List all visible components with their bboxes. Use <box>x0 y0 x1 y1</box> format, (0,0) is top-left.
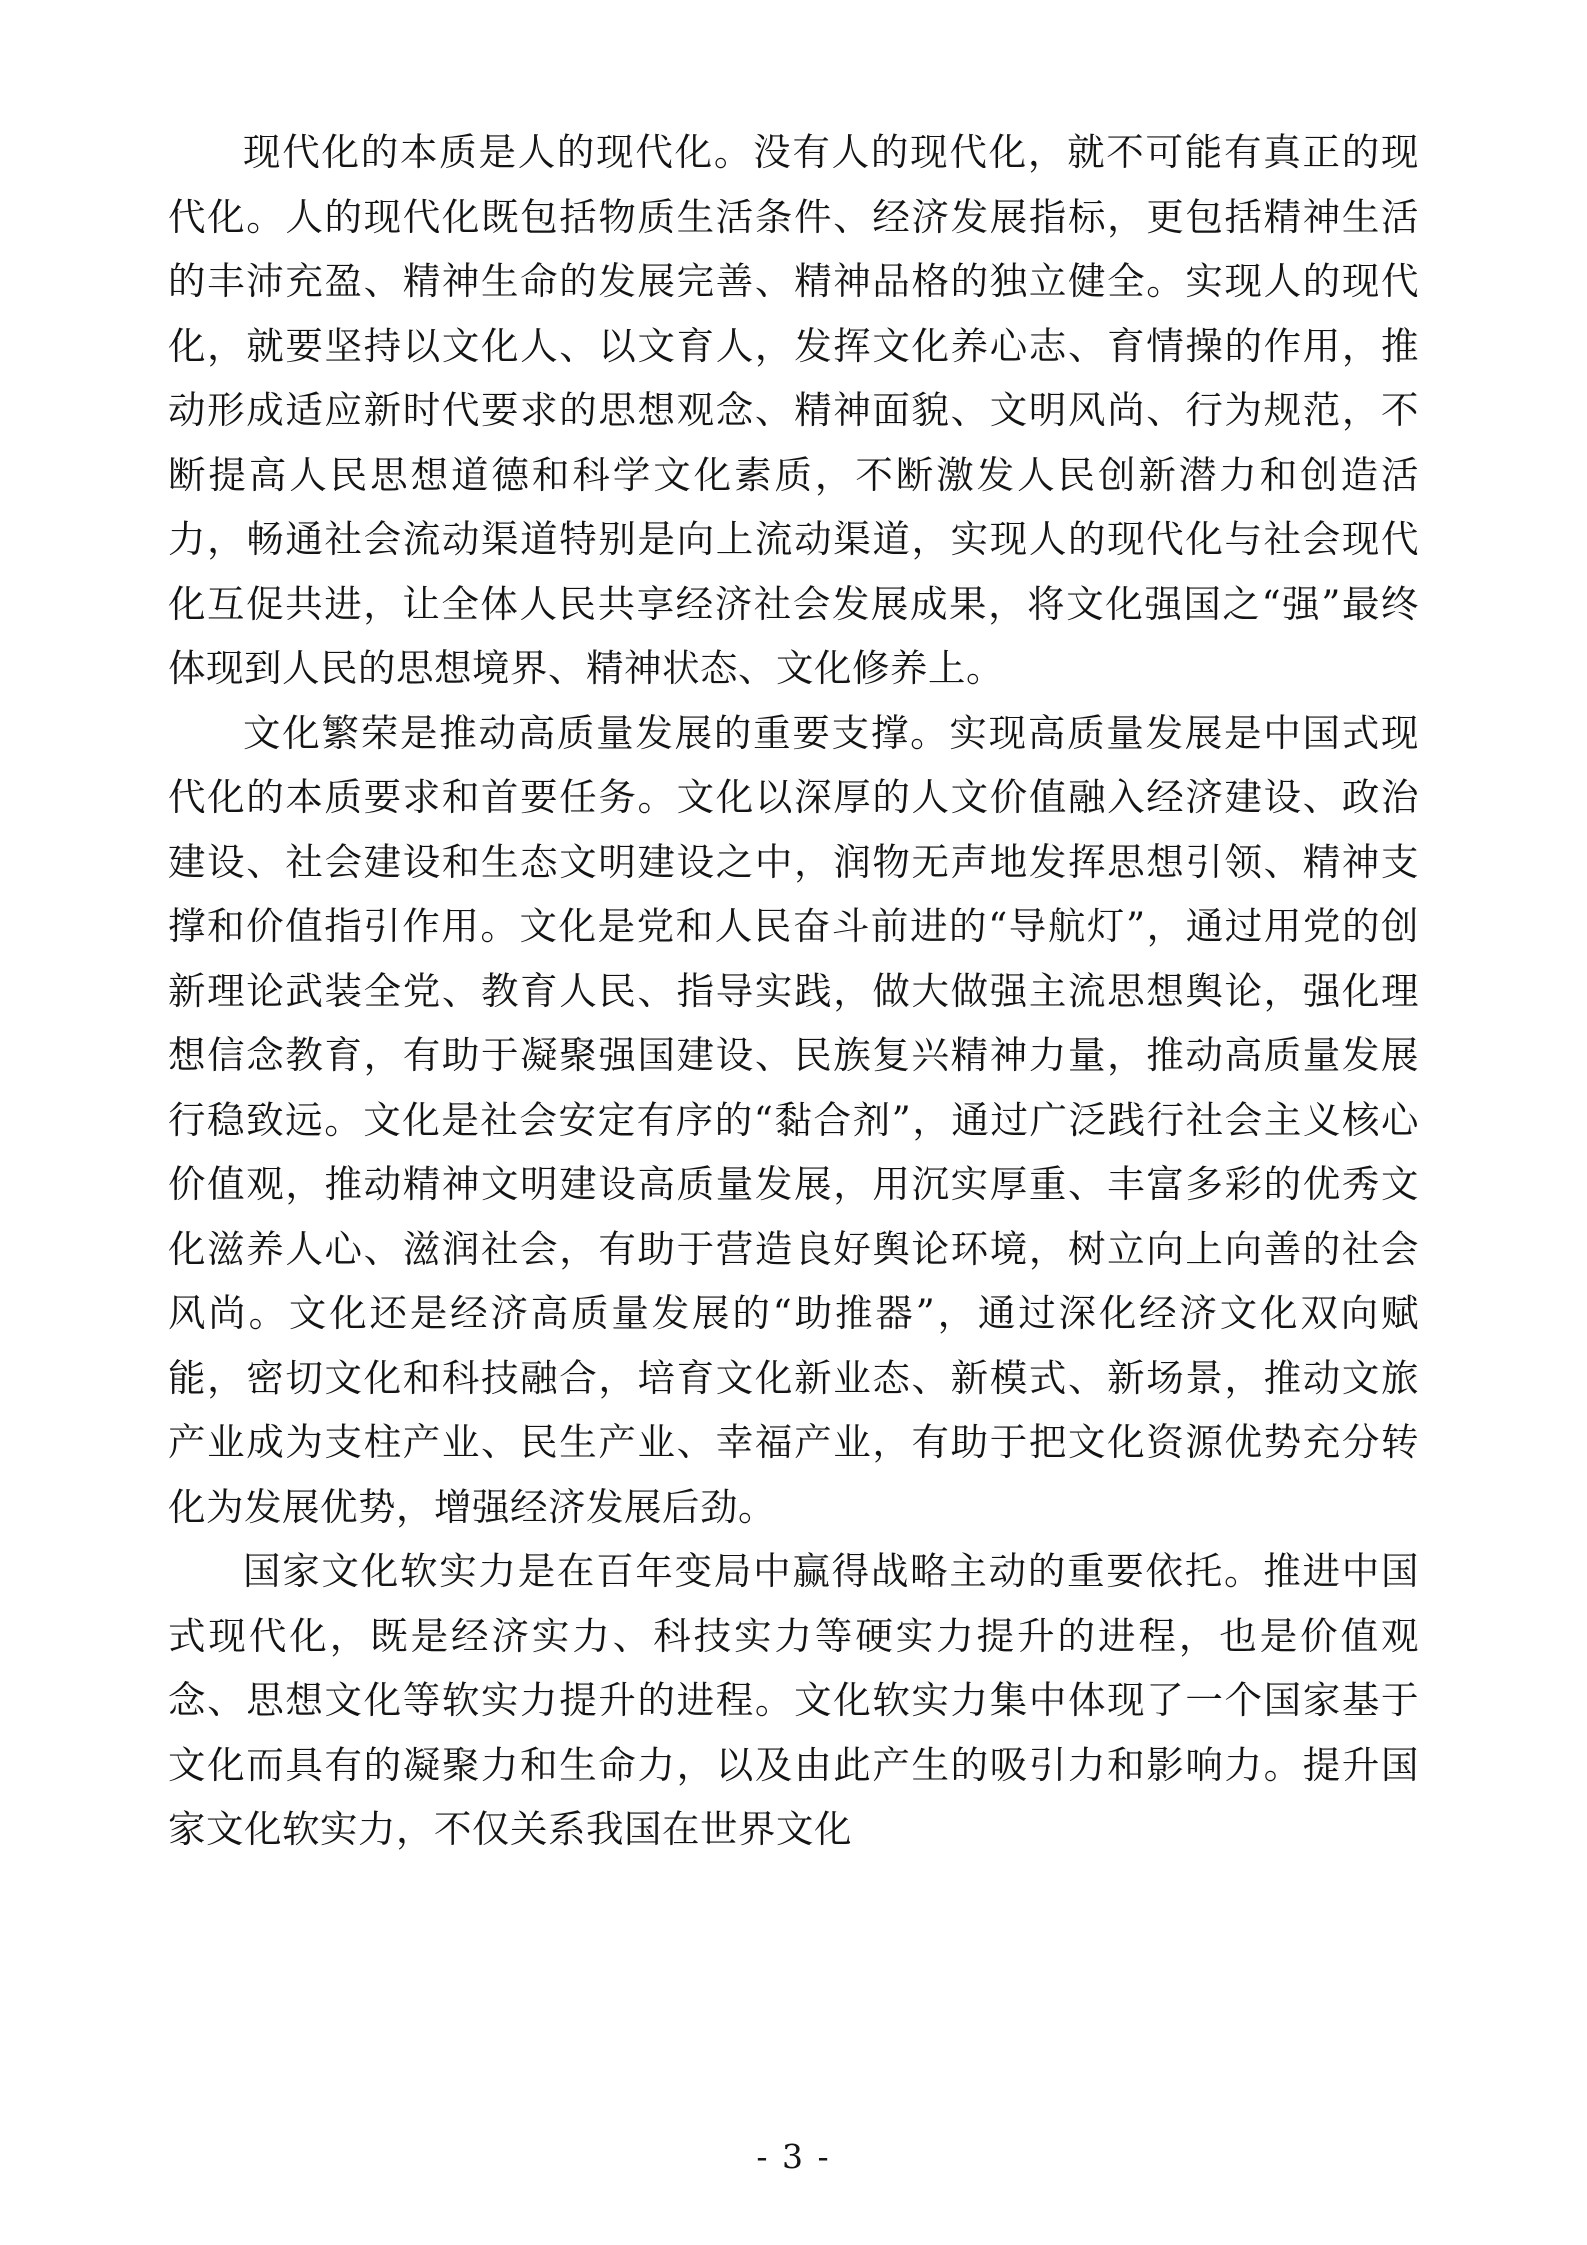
paragraph: 文化繁荣是推动高质量发展的重要支撑。实现高质量发展是中国式现代化的本质要求和首要任务。文化以深厚的人文价值融入经济建设、政治建设、社会建设和生态文明建设之中，润物无声地发挥思想引领、精神支撑和价值指引作用。文化是党和人民奋斗前进的“导航灯”，通过用党的创新理论武装全党、教育人民、指导实践，做大做强主流思想舆论，强化理想信念教育，有助于凝聚强国建设、民族复兴精神力量，推动高质量发展行稳致远。文化是社会安定有序的“黏合剂”，通过广泛践行社会主义核心价值观，推动精神文明建设高质量发展，用沉实厚重、丰富多彩的优秀文化滋养人心、滋润社会，有助于营造良好舆论环境，树立向上向善的社会风尚。文化还是经济高质量发展的“助推器”，通过深化经济文化双向赋能，密切文化和科技融合，培育文化新业态、新模式、新场景，推动文旅产业成为支柱产业、民生产业、幸福产业，有助于把文化资源优势充分转化为发展优势，增强经济发展后劲。 <box>168 710 1419 1529</box>
paragraph: 国家文化软实力是在百年变局中赢得战略主动的重要依托。推进中国式现代化，既是经济实力、科技实力等硬实力提升的进程，也是价值观念、思想文化等软实力提升的进程。文化软实力集中体现了一个国家基于文化而具有的凝聚力和生命力，以及由此产生的吸引力和影响力。提升国家文化软实力，不仅关系我国在世界文化 <box>168 1549 1419 1851</box>
page-number: - 3 - <box>756 2137 831 2176</box>
paragraph: 现代化的本质是人的现代化。没有人的现代化，就不可能有真正的现代化。人的现代化既包括物质生活条件、经济发展指标，更包括精神生活的丰沛充盈、精神生命的发展完善、精神品格的独立健全。实现人的现代化，就要坚持以文化人、以文育人，发挥文化养心志、育情操的作用，推动形成适应新时代要求的思想观念、精神面貌、文明风尚、行为规范，不断提高人民思想道德和科学文化素质，不断激发人民创新潜力和创造活力，畅通社会流动渠道特别是向上流动渠道，实现人的现代化与社会现代化互促共进，让全体人民共享经济社会发展成果，将文化强国之“强”最终体现到人民的思想境界、精神状态、文化修养上。 <box>168 130 1419 690</box>
document-body <box>168 120 1419 1862</box>
